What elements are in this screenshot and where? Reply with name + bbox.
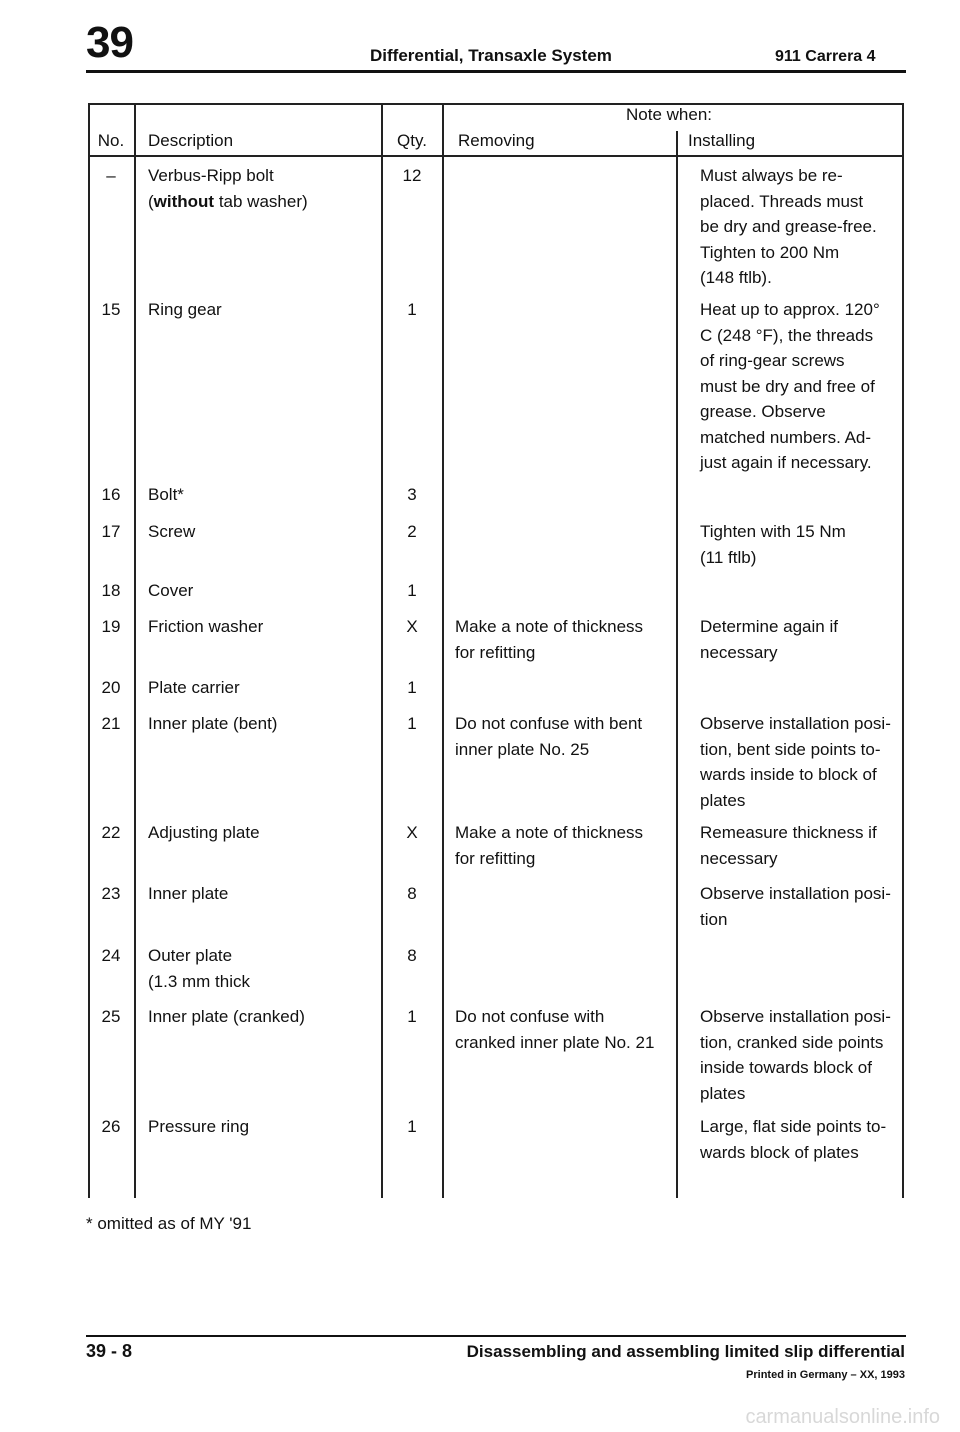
cell-qty-line: X <box>406 823 418 842</box>
cell-no-line: 26 <box>101 1117 121 1136</box>
cell-description-line: Verbus-Ripp bolt <box>148 166 274 185</box>
cell-installing-line: necessary <box>700 848 778 868</box>
cell-qty-line: X <box>406 617 418 636</box>
cell-no <box>88 1114 134 1140</box>
header-installing: Installing <box>688 131 756 150</box>
section-title: Disassembling and assembling limited slip differential <box>466 1342 905 1361</box>
cell-qty <box>382 1004 442 1030</box>
cell-installing <box>700 519 905 570</box>
cell-qty-line: 1 <box>407 300 417 319</box>
cell-installing-line: Tighten with 15 Nm <box>700 522 846 541</box>
footnote: * omitted as of MY '91 <box>86 1214 252 1233</box>
cell-qty <box>382 881 442 907</box>
cell-no-line: 24 <box>101 946 121 965</box>
cell-qty-line: 1 <box>407 714 417 733</box>
cell-description-line: Cover <box>148 581 194 600</box>
cell-no <box>88 578 134 604</box>
cell-qty <box>382 578 442 604</box>
cell-description-line: (without tab washer) <box>148 191 308 211</box>
cell-description <box>148 578 378 604</box>
header-note-when: Note when: <box>626 105 712 124</box>
cell-removing <box>455 711 675 762</box>
table-border-left <box>88 103 90 1198</box>
cell-no <box>88 711 134 737</box>
cell-description <box>148 297 378 323</box>
cell-description-line: Inner plate (cranked) <box>148 1007 305 1026</box>
cell-installing-line: C (248 °F), the threads <box>700 325 874 345</box>
cell-description-line: Outer plate <box>148 946 233 965</box>
cell-description <box>148 881 378 907</box>
cell-qty-line: 8 <box>407 946 417 965</box>
cell-qty <box>382 163 442 189</box>
cell-no <box>88 163 134 189</box>
cell-description-line: Pressure ring <box>148 1117 250 1136</box>
cell-installing <box>700 820 905 871</box>
cell-description-line: (1.3 mm thick <box>148 971 251 991</box>
cell-removing-line: cranked inner plate No. 21 <box>455 1032 655 1052</box>
cell-installing-line: plates <box>700 790 746 810</box>
cell-no-line: – <box>106 166 116 185</box>
cell-no-line: 20 <box>101 678 121 697</box>
cell-installing-line: (11 ftlb) <box>700 547 757 567</box>
cell-removing-line: for refitting <box>455 642 536 662</box>
cell-description-line: Inner plate <box>148 884 229 903</box>
chapter-number: 39 <box>86 18 133 67</box>
cell-installing <box>700 163 905 291</box>
cell-qty-line: 1 <box>407 1007 417 1026</box>
cell-description <box>148 163 378 214</box>
header-description: Description <box>148 131 234 150</box>
cell-description <box>148 711 378 737</box>
column-divider-description <box>381 103 383 1198</box>
watermark: carmanualsonline.info <box>745 1406 940 1428</box>
cell-removing-line: Make a note of thickness <box>455 617 644 636</box>
cell-description <box>148 482 378 508</box>
cell-installing-line: placed. Threads must <box>700 191 864 211</box>
cell-installing-line: grease. Observe <box>700 402 826 421</box>
cell-qty <box>382 297 442 323</box>
cell-installing <box>700 297 905 476</box>
cell-no <box>88 297 134 323</box>
cell-no <box>88 881 134 907</box>
cell-description <box>148 519 378 545</box>
cell-no-line: 23 <box>101 884 121 903</box>
cell-no <box>88 614 134 640</box>
cell-no-line: 25 <box>101 1007 121 1026</box>
cell-installing-line: inside towards block of <box>700 1058 872 1077</box>
cell-removing-line: Do not confuse with bent <box>455 714 643 733</box>
column-divider-removing <box>676 131 678 1198</box>
cell-installing-line: necessary <box>700 642 778 662</box>
model-name: 911 Carrera 4 <box>775 48 876 65</box>
cell-qty <box>382 820 442 846</box>
header-qty: Qty. <box>397 131 427 150</box>
cell-qty-line: 3 <box>407 485 417 504</box>
cell-no <box>88 820 134 846</box>
cell-installing-line: Tighten to 200 Nm <box>700 242 840 262</box>
cell-removing <box>455 1004 675 1055</box>
cell-installing <box>700 881 905 932</box>
header-removing: Removing <box>458 131 535 150</box>
cell-installing-line: (148 ftlb). <box>700 268 772 287</box>
cell-description-line: Friction washer <box>148 617 264 636</box>
cell-no-line: 18 <box>101 581 121 600</box>
header-bottom-rule <box>88 155 904 157</box>
cell-removing <box>455 820 675 871</box>
cell-qty-line: 1 <box>407 678 417 697</box>
cell-qty <box>382 943 442 969</box>
cell-removing-line: Make a note of thickness <box>455 823 644 842</box>
cell-description-line: Bolt* <box>148 485 184 504</box>
cell-installing-line: Large, flat side points to- <box>700 1117 887 1136</box>
cell-description <box>148 1114 378 1140</box>
cell-qty <box>382 482 442 508</box>
cell-no-line: 19 <box>101 617 121 636</box>
cell-description-line: Inner plate (bent) <box>148 714 278 733</box>
cell-installing-line: Determine again if <box>700 617 838 636</box>
cell-installing-line: must be dry and free of <box>700 376 875 396</box>
cell-qty-line: 8 <box>407 884 417 903</box>
cell-no-line: 15 <box>101 300 121 319</box>
cell-qty <box>382 711 442 737</box>
cell-installing-line: Observe installation posi- <box>700 884 891 903</box>
table-top-rule <box>88 103 904 105</box>
cell-installing-line: Observe installation posi- <box>700 1007 891 1026</box>
cell-no-line: 22 <box>101 823 121 842</box>
cell-no <box>88 1004 134 1030</box>
cell-installing-line: Observe installation posi- <box>700 714 891 733</box>
cell-removing-line: for refitting <box>455 848 536 868</box>
cell-description-line: Screw <box>148 522 196 541</box>
cell-installing <box>700 711 905 813</box>
cell-installing <box>700 1004 905 1106</box>
cell-qty-line: 2 <box>407 522 417 541</box>
cell-description <box>148 675 378 701</box>
cell-qty <box>382 519 442 545</box>
cell-qty-line: 12 <box>402 166 422 185</box>
cell-installing-line: of ring-gear screws <box>700 351 845 370</box>
cell-installing <box>700 614 905 665</box>
cell-installing-line: tion <box>700 909 728 929</box>
cell-no-line: 17 <box>101 522 121 541</box>
footer-rule <box>86 1335 906 1337</box>
cell-qty-line: 1 <box>407 581 417 600</box>
cell-qty <box>382 1114 442 1140</box>
cell-removing <box>455 614 675 665</box>
cell-no-line: 21 <box>101 714 121 733</box>
cell-installing-line: wards block of plates <box>700 1142 859 1162</box>
cell-installing <box>700 1114 905 1165</box>
cell-no <box>88 943 134 969</box>
cell-removing-line: Do not confuse with <box>455 1007 605 1026</box>
cell-description-line: Plate carrier <box>148 678 240 697</box>
page-title: Differential, Transaxle System <box>370 46 612 65</box>
cell-installing-line: Remeasure thickness if <box>700 823 877 842</box>
cell-description-line: Ring gear <box>148 300 222 319</box>
cell-removing-line: inner plate No. 25 <box>455 739 590 759</box>
cell-installing-line: tion, bent side points to- <box>700 739 881 759</box>
page-number: 39 - 8 <box>86 1341 133 1361</box>
cell-installing-line: be dry and grease-free. <box>700 217 877 236</box>
cell-qty <box>382 614 442 640</box>
cell-description <box>148 1004 378 1030</box>
header-no: No. <box>97 131 125 150</box>
cell-installing-line: Heat up to approx. 120° <box>700 300 880 319</box>
cell-no <box>88 482 134 508</box>
cell-description <box>148 614 378 640</box>
column-divider-no <box>134 103 136 1198</box>
emphasis-without: without <box>153 191 215 211</box>
cell-qty-line: 1 <box>407 1117 417 1136</box>
column-divider-qty <box>442 103 444 1198</box>
cell-no-line: 16 <box>101 485 121 504</box>
cell-installing-line: tion, cranked side points <box>700 1032 884 1052</box>
print-info: Printed in Germany – XX, 1993 <box>746 1369 905 1381</box>
cell-installing-line: plates <box>700 1083 746 1103</box>
cell-installing-line: matched numbers. Ad- <box>700 427 872 447</box>
cell-qty <box>382 675 442 701</box>
cell-installing-line: Must always be re- <box>700 166 843 185</box>
cell-description-line: Adjusting plate <box>148 823 260 842</box>
cell-no <box>88 519 134 545</box>
header-rule <box>86 70 906 73</box>
cell-installing-line: just again if necessary. <box>700 453 872 472</box>
cell-description <box>148 943 378 994</box>
cell-installing-line: wards inside to block of <box>700 765 877 784</box>
cell-no <box>88 675 134 701</box>
cell-description <box>148 820 378 846</box>
